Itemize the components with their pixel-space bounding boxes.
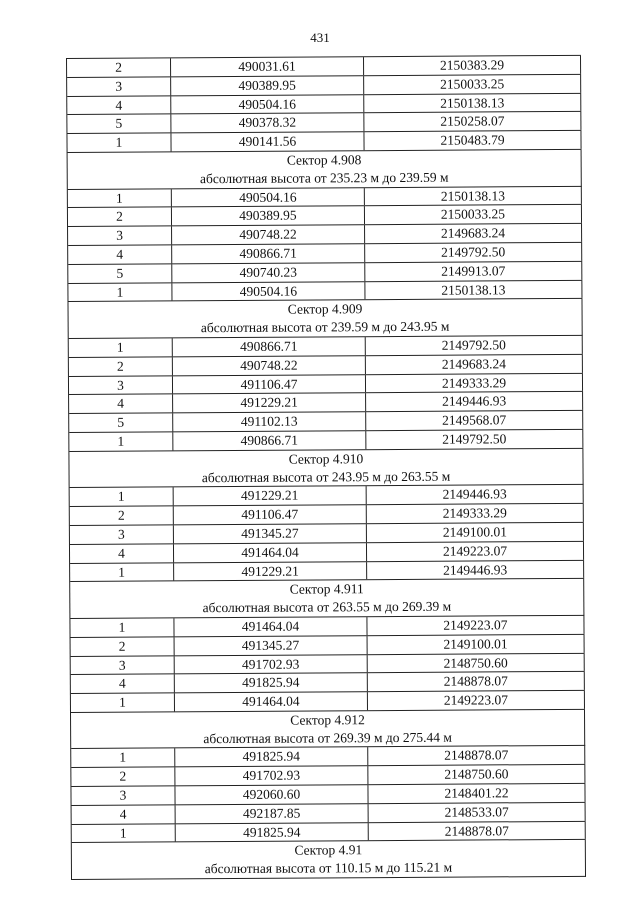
x-coordinate-cell: 492187.85 xyxy=(176,804,369,823)
y-coordinate-cell: 2149792.50 xyxy=(366,336,583,355)
y-coordinate-cell: 2149223.07 xyxy=(368,691,585,710)
point-number-cell: 3 xyxy=(68,227,172,245)
x-coordinate-cell: 490748.22 xyxy=(172,225,365,244)
y-coordinate-cell: 2149792.50 xyxy=(365,243,582,262)
x-coordinate-cell: 491102.13 xyxy=(173,412,366,431)
point-number-cell: 1 xyxy=(71,693,175,711)
y-coordinate-cell: 2149100.01 xyxy=(367,523,584,542)
sector-header xyxy=(68,299,582,339)
x-coordinate-cell: 490504.16 xyxy=(171,95,364,114)
x-coordinate-cell: 491464.04 xyxy=(175,692,368,711)
sector-header xyxy=(71,710,585,750)
point-number-cell: 4 xyxy=(72,805,176,823)
sector-header xyxy=(69,449,583,489)
x-coordinate-cell: 491825.94 xyxy=(175,748,368,767)
sector-title: Сектор 4.910 xyxy=(288,450,364,467)
x-coordinate-cell: 490740.23 xyxy=(172,263,365,282)
sector-title: Сектор 4.911 xyxy=(289,581,364,597)
y-coordinate-cell: 2150138.13 xyxy=(365,280,582,299)
x-coordinate-cell: 491345.27 xyxy=(174,524,367,543)
point-number-cell: 4 xyxy=(68,245,172,263)
x-coordinate-cell: 490866.71 xyxy=(173,431,366,450)
x-coordinate-cell: 491702.93 xyxy=(175,766,368,785)
point-number-cell: 1 xyxy=(67,134,171,152)
point-number-cell: 4 xyxy=(67,96,171,114)
y-coordinate-cell: 2149333.29 xyxy=(366,373,583,392)
sector-altitude-range: абсолютная высота от 263.55 м до 269.39 м xyxy=(202,598,452,616)
sector-title: Сектор 4.912 xyxy=(290,712,365,728)
y-coordinate-cell: 2148533.07 xyxy=(369,803,586,822)
x-coordinate-cell: 490389.95 xyxy=(171,76,364,95)
point-number-cell: 1 xyxy=(69,432,173,450)
x-coordinate-cell: 491345.27 xyxy=(175,636,368,655)
x-coordinate-cell: 491106.47 xyxy=(173,375,366,394)
x-coordinate-cell: 490866.71 xyxy=(172,244,365,263)
point-number-cell: 2 xyxy=(71,768,175,786)
point-number-cell: 2 xyxy=(69,357,173,375)
y-coordinate-cell: 2148878.07 xyxy=(368,672,585,691)
point-number-cell: 4 xyxy=(69,395,173,413)
coordinates-table xyxy=(66,55,586,880)
y-coordinate-cell: 2150483.79 xyxy=(364,131,581,150)
sector-altitude-range: абсолютная высота от 235.23 м до 239.59 м xyxy=(199,169,449,186)
y-coordinate-cell: 2149223.07 xyxy=(367,542,584,561)
point-number-cell: 3 xyxy=(71,786,175,804)
y-coordinate-cell: 2149913.07 xyxy=(365,262,582,281)
point-number-cell: 4 xyxy=(70,544,174,562)
y-coordinate-cell: 2149446.93 xyxy=(367,560,584,579)
x-coordinate-cell: 490031.61 xyxy=(171,57,364,76)
y-coordinate-cell: 2150033.25 xyxy=(365,205,582,224)
y-coordinate-cell: 2150383.29 xyxy=(364,56,581,75)
point-number-cell: 2 xyxy=(68,208,172,226)
y-coordinate-cell: 2149223.07 xyxy=(367,616,584,635)
y-coordinate-cell: 2148878.07 xyxy=(369,822,586,841)
sector-header xyxy=(72,840,586,880)
point-number-cell: 5 xyxy=(67,115,171,133)
x-coordinate-cell: 491825.94 xyxy=(176,823,369,842)
point-number-cell: 1 xyxy=(70,618,174,636)
y-coordinate-cell: 2149792.50 xyxy=(366,430,583,449)
x-coordinate-cell: 491464.04 xyxy=(174,617,367,636)
y-coordinate-cell: 2149683.24 xyxy=(365,224,582,243)
x-coordinate-cell: 491464.04 xyxy=(174,543,367,562)
point-number-cell: 1 xyxy=(69,338,173,356)
point-number-cell: 1 xyxy=(70,488,174,506)
y-coordinate-cell: 2148401.22 xyxy=(368,784,585,803)
x-coordinate-cell: 491106.47 xyxy=(174,505,367,524)
point-number-cell: 1 xyxy=(68,189,172,207)
point-number-cell: 3 xyxy=(69,376,173,394)
point-number-cell: 3 xyxy=(67,77,171,95)
x-coordinate-cell: 491229.21 xyxy=(173,394,366,413)
sector-altitude-range: абсолютная высота от 269.39 м до 275.44 м xyxy=(203,729,452,746)
y-coordinate-cell: 2150033.25 xyxy=(364,75,581,94)
y-coordinate-cell: 2149568.07 xyxy=(366,411,583,430)
point-number-cell: 1 xyxy=(71,749,175,767)
page-number: 431 xyxy=(310,30,330,45)
sector-title: Сектор 4.909 xyxy=(287,301,363,318)
y-coordinate-cell: 2150138.13 xyxy=(364,93,581,112)
point-number-cell: 2 xyxy=(70,506,174,524)
x-coordinate-cell: 491702.93 xyxy=(175,655,368,674)
x-coordinate-cell: 490378.32 xyxy=(171,114,364,133)
y-coordinate-cell: 2148750.60 xyxy=(368,765,585,784)
x-coordinate-cell: 490141.56 xyxy=(171,132,364,151)
point-number-cell: 1 xyxy=(72,824,176,842)
point-number-cell: 1 xyxy=(68,283,172,301)
y-coordinate-cell: 2148750.60 xyxy=(368,653,585,672)
point-number-cell: 5 xyxy=(69,413,173,431)
point-number-cell: 3 xyxy=(71,656,175,674)
y-coordinate-cell: 2148878.07 xyxy=(368,746,585,765)
x-coordinate-cell: 490504.16 xyxy=(172,282,365,301)
y-coordinate-cell: 2149446.93 xyxy=(367,485,584,504)
y-coordinate-cell: 2149100.01 xyxy=(368,635,585,654)
point-number-cell: 4 xyxy=(71,675,175,693)
x-coordinate-cell: 491229.21 xyxy=(174,486,367,505)
point-number-cell: 5 xyxy=(68,264,172,282)
y-coordinate-cell: 2149333.29 xyxy=(367,504,584,523)
point-number-cell: 3 xyxy=(70,525,174,543)
x-coordinate-cell: 491825.94 xyxy=(175,673,368,692)
sector-title: Сектор 4.908 xyxy=(286,152,362,168)
y-coordinate-cell: 2150138.13 xyxy=(365,186,582,205)
point-number-cell: 1 xyxy=(70,563,174,581)
point-number-cell: 2 xyxy=(67,58,171,76)
y-coordinate-cell: 2150258.07 xyxy=(364,112,581,131)
sector-title: Сектор 4.91 xyxy=(294,842,363,859)
y-coordinate-cell: 2149683.24 xyxy=(366,355,583,374)
x-coordinate-cell: 490748.22 xyxy=(173,356,366,375)
x-coordinate-cell: 490389.95 xyxy=(172,207,365,226)
x-coordinate-cell: 492060.60 xyxy=(175,785,368,804)
point-number-cell: 2 xyxy=(71,637,175,655)
x-coordinate-cell: 490504.16 xyxy=(172,188,365,207)
sector-altitude-range: абсолютная высота от 110.15 м до 115.21 м xyxy=(204,859,453,877)
sector-altitude-range: абсолютная высота от 243.95 м до 263.55 м xyxy=(201,468,451,485)
sector-altitude-range: абсолютная высота от 239.59 м до 243.95 м xyxy=(200,318,450,336)
sector-header xyxy=(68,150,582,190)
sector-header xyxy=(70,579,584,619)
x-coordinate-cell: 491229.21 xyxy=(174,562,367,581)
y-coordinate-cell: 2149446.93 xyxy=(366,392,583,411)
x-coordinate-cell: 490866.71 xyxy=(173,337,366,356)
